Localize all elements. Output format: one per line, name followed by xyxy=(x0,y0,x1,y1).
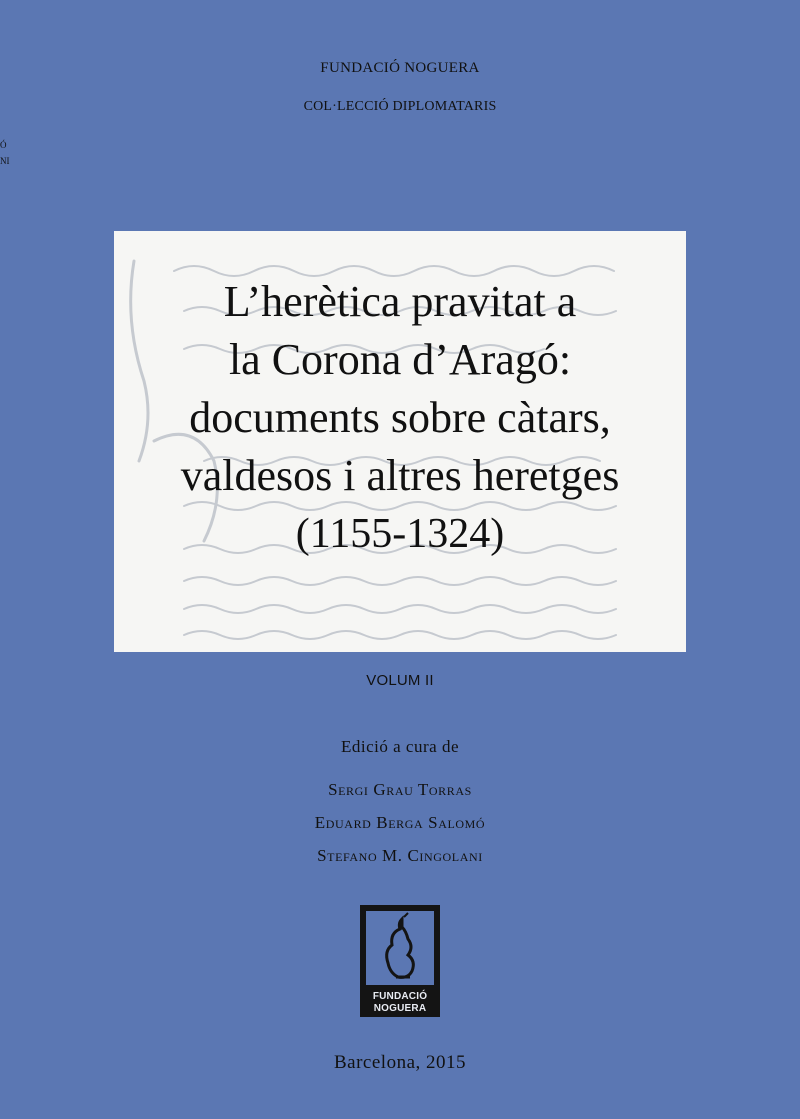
editor-name: Eduard Berga Salomó xyxy=(314,813,486,832)
spine-fragment-2: NI xyxy=(0,156,10,166)
title-panel xyxy=(114,231,686,652)
editor-name: Sergi Grau Torras xyxy=(328,780,472,799)
spine-fragment-1: Ó xyxy=(0,140,7,150)
title-line-2: la Corona d’Aragó: xyxy=(228,335,572,384)
book-title xyxy=(114,273,686,563)
volume-label: VOLUM II xyxy=(366,672,434,689)
place-and-year: Barcelona, 2015 xyxy=(333,1052,466,1073)
title-line-4: valdesos i altres heretges xyxy=(180,451,620,500)
editors-list xyxy=(0,773,800,872)
figure-icon xyxy=(366,911,434,985)
editor-name: Stefano M. Cingolani xyxy=(317,846,483,865)
publisher-logo xyxy=(360,905,440,1017)
edition-label: Edició a cura de xyxy=(341,737,459,756)
title-years: (1155-1324) xyxy=(295,511,505,557)
publisher-name: FUNDACIÓ NOGUERA xyxy=(320,60,480,76)
collection-name: COL·LECCIÓ DIPLOMATARIS xyxy=(303,99,497,114)
title-line-1: L’herètica pravitat a xyxy=(223,277,577,326)
logo-emblem xyxy=(364,909,436,987)
logo-text-line-2: NOGUERA xyxy=(373,1003,427,1014)
title-line-3: documents sobre càtars, xyxy=(189,393,611,442)
logo-text-line-1: FUNDACIÓ xyxy=(372,991,428,1002)
